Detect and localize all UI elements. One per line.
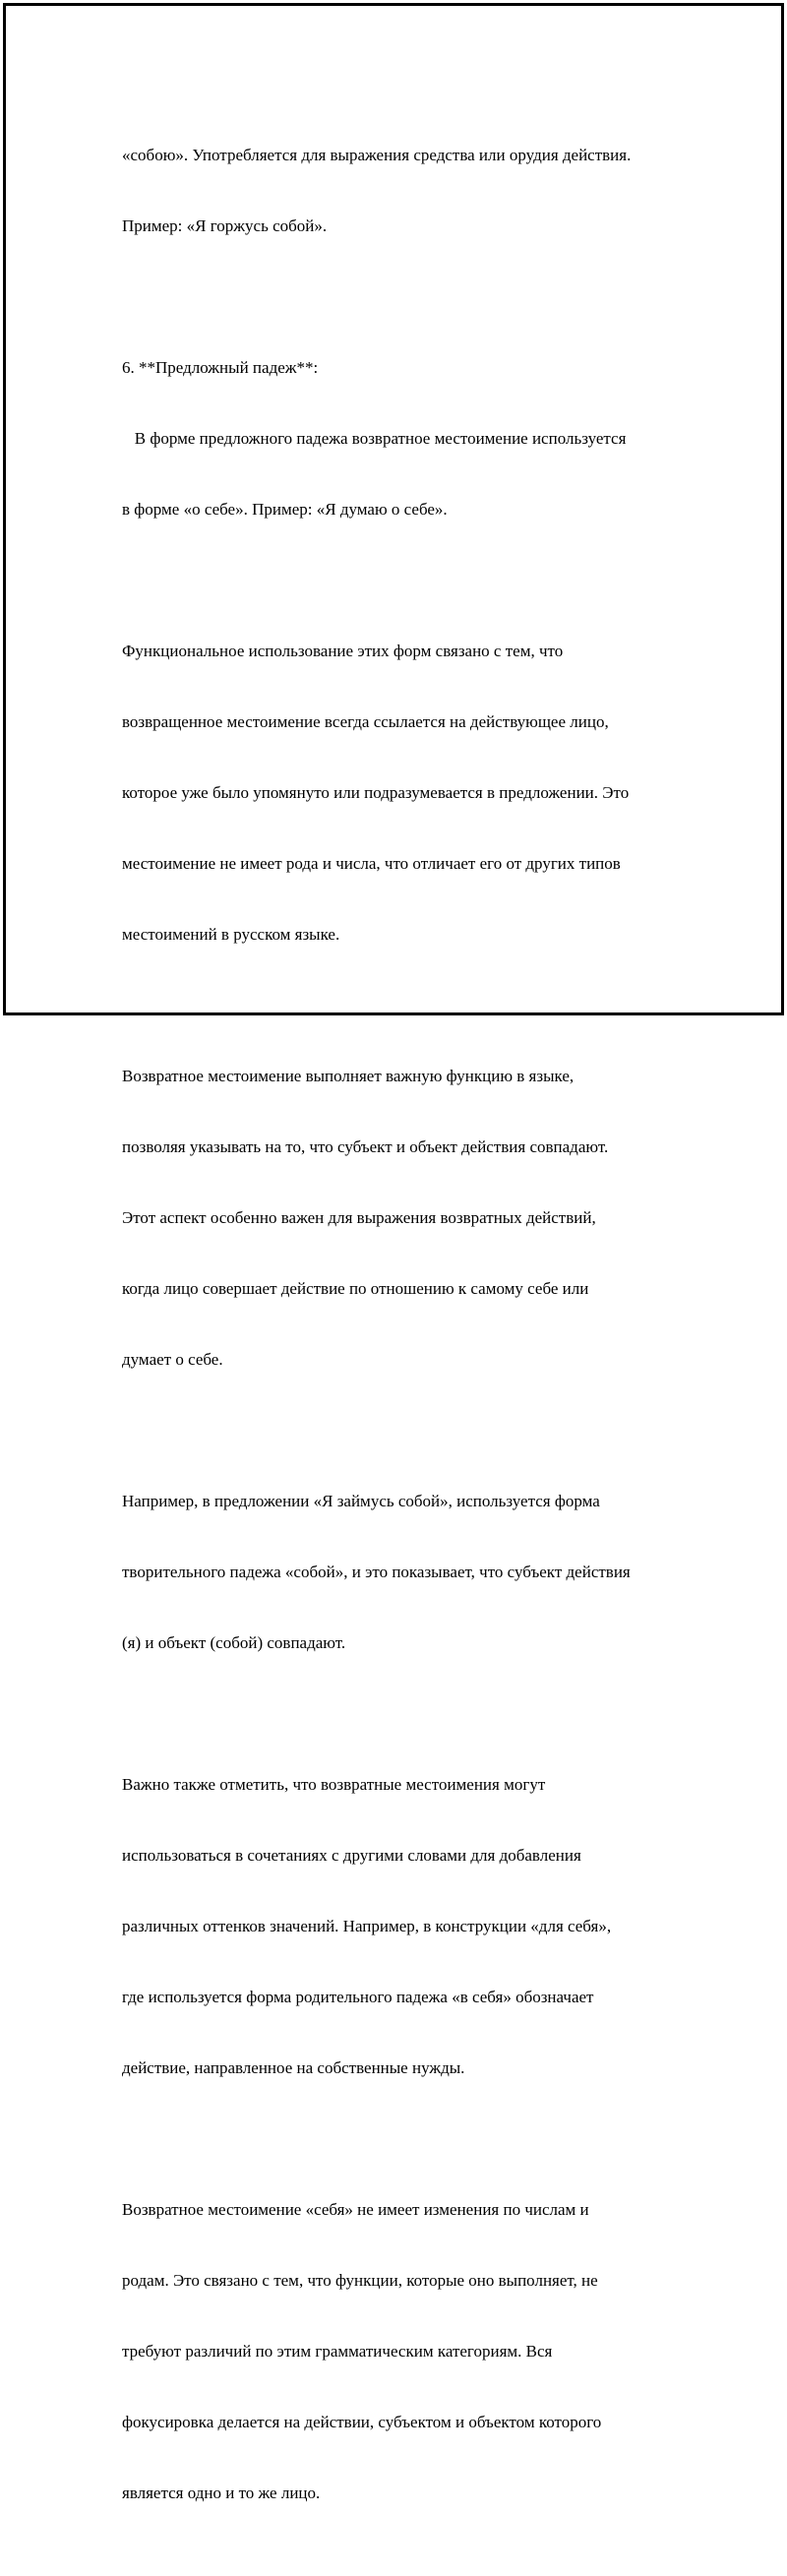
text-line: является одно и то же лицо.	[122, 2484, 321, 2502]
document-body	[122, 96, 693, 2576]
text-line: местоимение не имеет рода и числа, что отличает его от других типов	[122, 854, 621, 873]
text-line: Например, в предложении «Я займусь собой», используется форма	[122, 1492, 600, 1510]
text-line: когда лицо совершает действие по отношению к самому себе или	[122, 1279, 589, 1298]
text-line: требуют различий по этим грамматическим категориям. Вся	[122, 2342, 553, 2361]
text-line: В форме предложного падежа возвратное местоимение используется	[122, 429, 627, 448]
text-line: Функциональное использование этих форм связано с тем, что	[122, 642, 564, 660]
text-line: Пример: «Я горжусь собой».	[122, 216, 328, 235]
text-line: в форме «о себе». Пример: «Я думаю о себе».	[122, 500, 448, 519]
text-line: местоимений в русском языке.	[122, 925, 340, 944]
text-line: творительного падежа «собой», и это показывает, что субъект действия	[122, 1563, 631, 1581]
paragraph	[122, 1017, 693, 1419]
text-line: которое уже было упомянуто или подразумевается в предложении. Это	[122, 783, 630, 802]
text-line: использоваться в сочетаниях с другими словами для добавления	[122, 1846, 581, 1865]
text-line: Возвратное местоимение «себя» не имеет изменения по числам и	[122, 2200, 589, 2219]
text-line: Возвратное местоимение выполняет важную функцию в языке,	[122, 1067, 575, 1085]
text-line: где используется форма родительного падежа «в себя» обозначает	[122, 1988, 594, 2006]
section-heading: 6. **Предложный падеж**:	[122, 358, 319, 377]
page-frame	[3, 3, 784, 2502]
paragraph	[122, 1442, 693, 1702]
text-line: родам. Это связано с тем, что функции, которые оно выполняет, не	[122, 2271, 598, 2290]
paragraph	[122, 1726, 693, 2127]
paragraph	[122, 96, 693, 285]
text-line: возвращенное местоимение всегда ссылается на действующее лицо,	[122, 712, 609, 731]
paragraph	[122, 2151, 693, 2552]
paragraph	[122, 592, 693, 994]
text-line: думает о себе.	[122, 1350, 223, 1369]
text-line: «собою». Употребляется для выражения средства или орудия действия.	[122, 146, 632, 164]
text-line: Важно также отметить, что возвратные местоимения могут	[122, 1775, 546, 1794]
text-line: различных оттенков значений. Например, в конструкции «для себя»,	[122, 1917, 612, 1935]
text-line: Этот аспект особенно важен для выражения возвратных действий,	[122, 1208, 596, 1227]
text-line: фокусировка делается на действии, субъектом и объектом которого	[122, 2413, 602, 2431]
text-line: позволяя указывать на то, что субъект и объект действия совпадают.	[122, 1137, 609, 1156]
text-line: действие, направленное на собственные нужды.	[122, 2058, 465, 2077]
paragraph	[122, 309, 693, 569]
text-line: (я) и объект (собой) совпадают.	[122, 1633, 346, 1652]
